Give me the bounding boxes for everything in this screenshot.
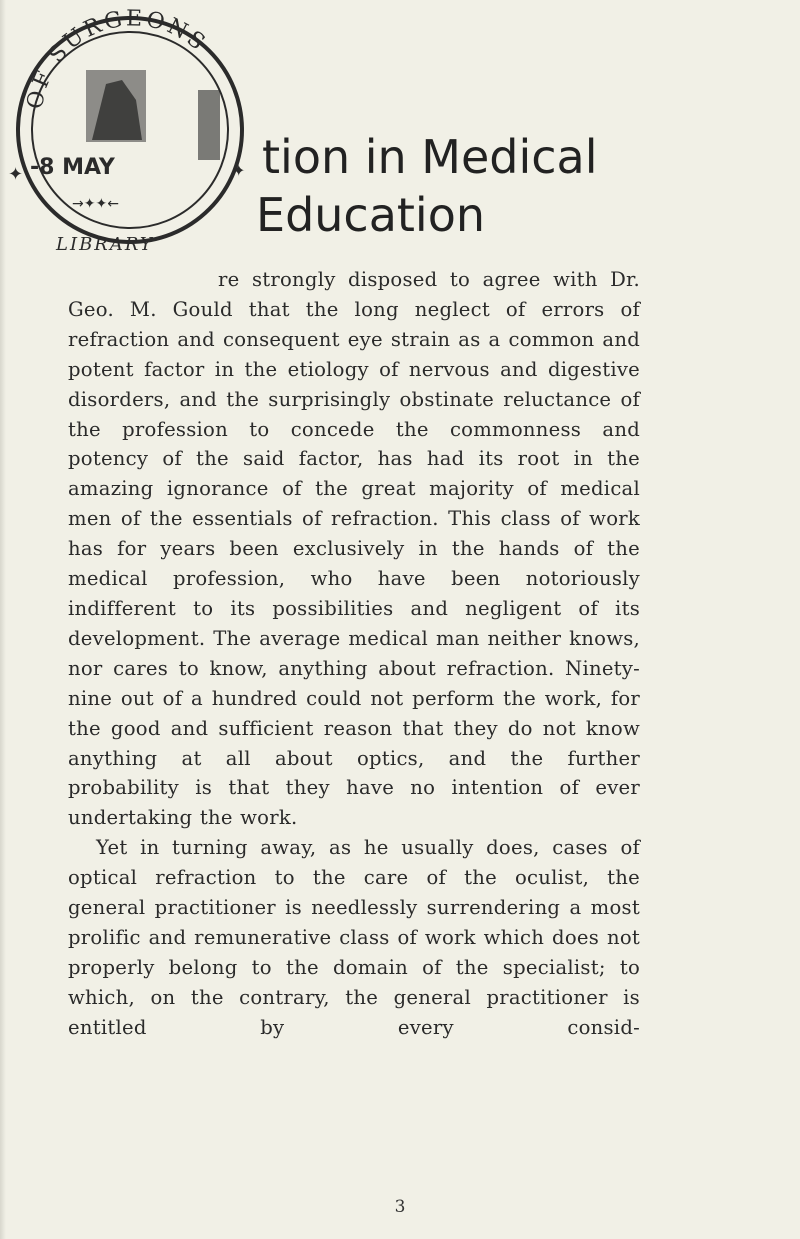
stamp-arc-text: OF SURGEONS — [22, 6, 212, 112]
heading-line-1: tion in Medical — [262, 130, 598, 184]
page-number: 3 — [394, 1197, 406, 1217]
paragraph-1: re strongly disposed to agree with Dr. Geo. M. Gould that the long neglect of errors of refraction and consequent eye strain as a common and potent factor in the etiology of nervous and digestive disorders, and the surprisingly obstinate reluctance of the profession to concede the commonness and potency of the said factor, has had its root in the amazing ignorance of the great majority of medical men of the essentials of refraction. This class of work has for years been exclusively in the hands of the medical profession, who have been notoriously indifferent to its possibilities and negligent of its development. The average medical man neither knows, nor cares to know, anything about refraction. Ninety-nine out of a hundred could not perform the work, for the good and sufficient reason that they do not know anything at all about optics, and the further probability is that they have no intention of ever undertaking the work. — [68, 268, 640, 830]
library-stamp — [2, 0, 260, 262]
svg-text:✦: ✦ — [232, 161, 246, 180]
heading-line-2: Education — [256, 188, 486, 242]
stamp-date: -8 MAY — [30, 155, 115, 180]
stamp-library-text: LIBRARY — [56, 234, 154, 255]
svg-text:✦: ✦ — [8, 164, 24, 185]
paragraph-2: Yet in turning away, as he usually does, cases of optical refraction to the care of the oculist, the general practitioner is needlessly surrendering a most prolific and remunerative class of work which does not properly belong to the domain of the specialist; to which, on the contrary, the general practitioner is entitled by every consid- — [68, 836, 640, 1039]
body-text — [68, 265, 640, 1043]
svg-text:→✦✦←: →✦✦← — [72, 196, 119, 212]
chapter-heading — [256, 128, 598, 244]
